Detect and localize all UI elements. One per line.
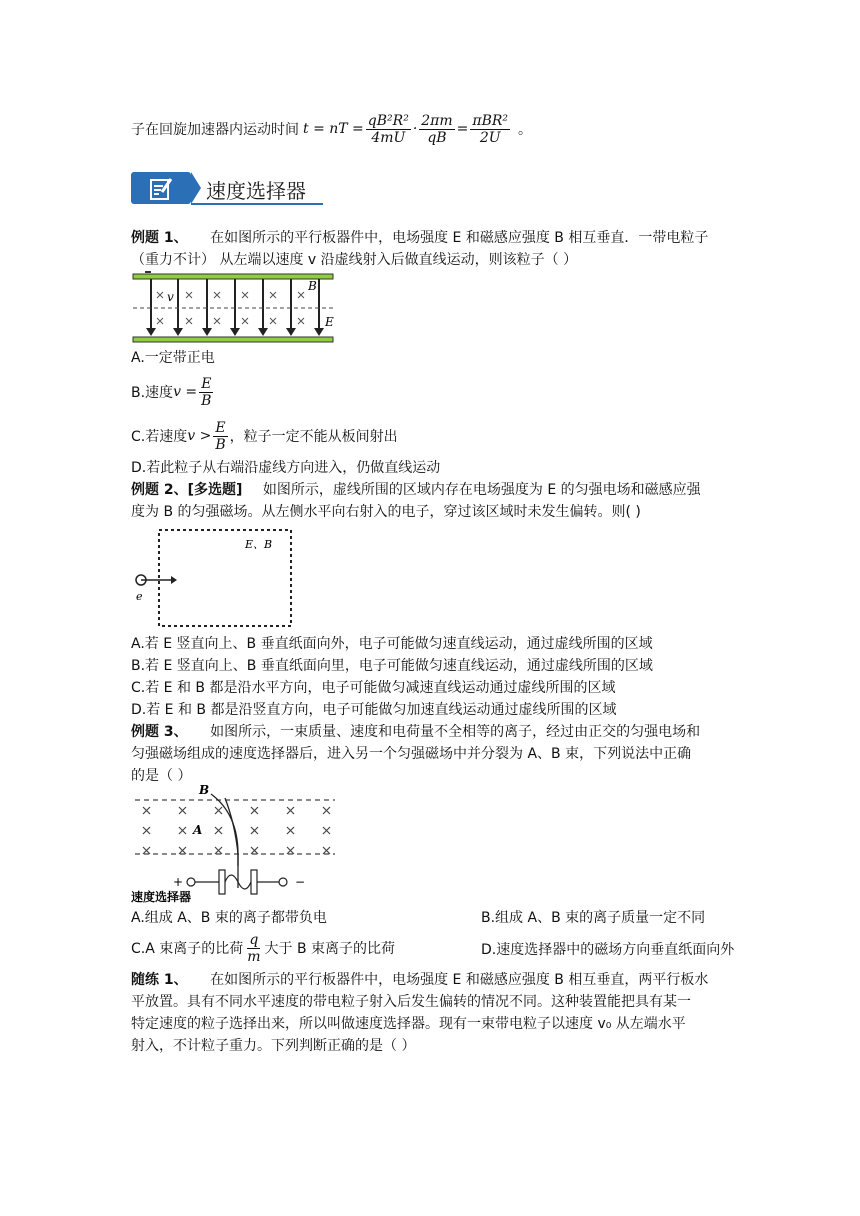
example-2-option-a: A.若 E 竖直向上、B 垂直纸面向外，电子可能做匀速直线运动，通过虚线所围的区域: [131, 636, 653, 652]
fraction-2-denominator: qB: [427, 129, 447, 146]
example-3-line-2: 匀强磁场组成的速度选择器后，进入另一个匀强磁场中并分裂为 A、B 束，下列说法中正确: [131, 746, 692, 762]
velocity-selector-figure: [131, 784, 341, 904]
example-1-option-d: D.若此粒子从右端沿虚线方向进入，仍做直线运动: [131, 460, 441, 476]
formula-dot: ·: [412, 121, 418, 137]
example-2-line-2: 度为 B 的匀强磁场。从左侧水平向右射入的电子，穿过该区域时未发生偏转。则( ): [131, 504, 641, 520]
fraction-3-denominator: 2U: [479, 129, 501, 146]
practice-1-text-1: 在如图所示的平行板器件中，电场强度 E 和磁感应强度 B 相互垂直，两平行板水: [210, 972, 709, 988]
ex3-option-c-fraction: [245, 932, 262, 965]
example-2-option-d: D.若 E 和 B 都是沿竖直方向，电子可能做匀加速直线运动通过虚线所围的区域: [131, 702, 617, 718]
example-3-option-a: A.组成 A、B 束的离子都带负电: [131, 910, 327, 926]
ex3-option-c-text: C.A 束离子的比荷: [131, 941, 244, 957]
fraction-2-numerator: 2πm: [421, 112, 453, 129]
option-c-math: v >: [187, 428, 212, 444]
fig2-label-EB: E、B: [245, 538, 273, 551]
example-1-label: 例题 1、: [131, 230, 188, 246]
practice-1-line-2: 平放置。具有不同水平速度的带电粒子射入后发生偏转的情况不同。这种装置能把具有某一: [131, 994, 691, 1010]
example-2-option-c: C.若 E 和 B 都是沿水平方向，电子可能做匀减速直线运动通过虚线所围的区域: [131, 680, 616, 696]
example-2-label: 例题 2、[多选题]: [131, 482, 243, 498]
example-1-option-c: [131, 414, 398, 458]
example-3-option-d: D.速度选择器中的磁场方向垂直纸面向外: [481, 942, 735, 958]
example-2-line-1: [131, 480, 701, 500]
formula-fraction-2: [419, 113, 454, 146]
example-3-option-c: [131, 926, 395, 970]
fraction-1-denominator: 4mU: [371, 129, 406, 146]
practice-1-line-4: 射入，不计粒子重力。下列判断正确的是（ ）: [131, 1038, 416, 1054]
option-b-numerator: E: [201, 375, 212, 392]
formula-prefix: 子在回旋加速器内运动时间: [131, 122, 299, 138]
fig3-label-B: B: [199, 784, 210, 797]
fig3-caption: 速度选择器: [131, 890, 192, 904]
formula-equals: =: [456, 121, 469, 137]
example-3-line-3: 的是（ ）: [131, 768, 192, 784]
parallel-plate-figure: [131, 270, 337, 346]
cyclotron-time-formula: [131, 105, 532, 153]
example-3-option-b: B.组成 A、B 束的离子质量一定不同: [481, 910, 706, 926]
formula-fraction-1: [366, 113, 411, 146]
option-b-fraction: [199, 376, 213, 409]
example-1-line-2: （重力不计） 从左端以速度 v 沿虚线射入后做直线运动，则该粒子（ ）: [131, 252, 578, 268]
fig1-label-B: B: [308, 279, 317, 293]
example-1-option-b: [131, 370, 215, 414]
fig3-label-plus: +: [173, 875, 184, 889]
fig3-label-minus: −: [295, 875, 306, 889]
ex3-option-c-denominator: m: [247, 948, 261, 965]
ex3-option-c-tail: 大于 B 束离子的比荷: [264, 941, 396, 957]
fraction-1-numerator: qB²R²: [367, 112, 409, 129]
example-3-label: 例题 3、: [131, 724, 188, 740]
example-1-text-1: 在如图所示的平行板器件中，电场强度 E 和磁感应强度 B 相互垂直．一带电粒子: [210, 230, 709, 246]
practice-1-line-3: 特定速度的粒子选择出来，所以叫做速度选择器。现有一束带电粒子以速度 v₀ 从左端水平: [131, 1016, 686, 1032]
example-1-option-a: A.一定带正电: [131, 350, 215, 366]
practice-1-label: 随练 1、: [131, 972, 188, 988]
example-2-option-b: B.若 E 竖直向上、B 垂直纸面向里，电子可能做匀速直线运动，通过虚线所围的区域: [131, 658, 653, 674]
fig2-label-e: e: [136, 590, 143, 603]
option-b-math: v =: [173, 384, 198, 400]
option-c-tail: ，粒子一定不能从板间射出: [229, 429, 398, 445]
example-1-line-1: [131, 228, 708, 248]
formula-fraction-3: [470, 113, 510, 146]
dashed-region-figure: [131, 526, 297, 630]
option-c-denominator: B: [215, 436, 226, 453]
formula-lhs: t = nT =: [303, 121, 364, 137]
fraction-3-numerator: πBR²: [472, 112, 509, 129]
option-c-numerator: E: [215, 419, 226, 436]
ex3-option-c-numerator: q: [249, 931, 259, 948]
formula-suffix: 。: [518, 122, 533, 138]
section-title: 速度选择器: [206, 179, 306, 203]
fig1-label-E: E: [325, 315, 334, 329]
option-c-text: C.若速度: [131, 429, 188, 445]
practice-1-line-1: [131, 970, 708, 990]
edit-note-icon: [149, 177, 175, 201]
option-b-denominator: B: [201, 392, 212, 409]
fig3-label-A: A: [193, 823, 203, 837]
example-3-text-1: 如图所示，一束质量、速度和电荷量不全相等的离子，经过由正交的匀强电场和: [210, 724, 701, 740]
fig1-label-v: v: [167, 290, 174, 304]
example-3-line-1: [131, 722, 700, 742]
option-b-text: B.速度: [131, 385, 174, 401]
option-c-fraction: [213, 420, 227, 453]
example-2-text-1: 如图所示，虚线所围的区域内存在电场强度为 E 的匀强电场和磁感应强: [262, 482, 701, 498]
